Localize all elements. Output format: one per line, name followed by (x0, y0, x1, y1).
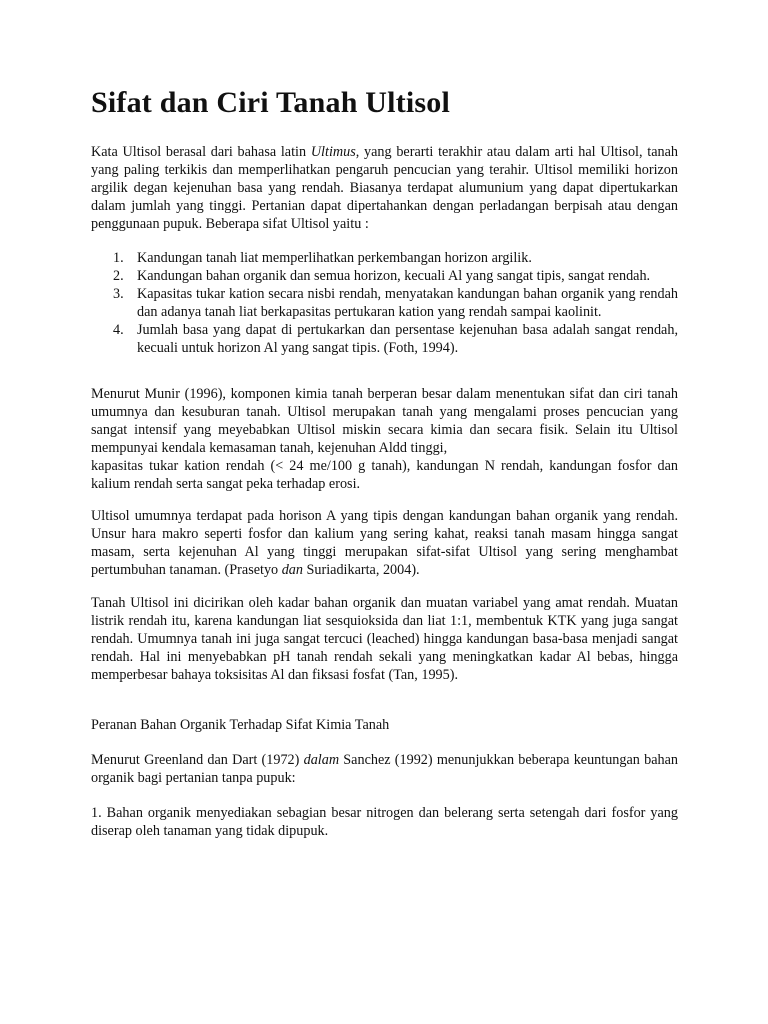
paragraph-text: Sanchez (1992) menunjukkan beberapa keuntungan bahan organik bagi pertanian tanpa pupuk: (91, 752, 678, 786)
paragraph-text: Menurut Greenland dan Dart (1972) (91, 752, 304, 768)
paragraph-text: Ultisol umumnya terdapat pada horison A yang tipis dengan kandungan bahan organik yang rendah. Unsur hara makro seperti fosfor dan kalium yang sering kahat, reaksi tanah masam hingga sangat masam, serta kejenuhan Al yang tinggi merupakan sifat-sifat Ultisol yang sering menghambat pertumbuhan tanaman. (Prasetyo (91, 508, 678, 578)
paragraph-text: Kata Ultisol berasal dari bahasa latin (91, 144, 311, 160)
paragraph-horison (91, 507, 678, 579)
paragraph-greenland (91, 751, 678, 787)
paragraph-point-1: 1. Bahan organik menyediakan sebagian besar nitrogen dan belerang serta setengah dari fosfor yang diserap oleh tanaman yang tidak dipupuk. (91, 805, 678, 839)
paragraph-ciri: Tanah Ultisol ini dicirikan oleh kadar bahan organik dan muatan variabel yang amat rendah. Muatan listrik rendah itu, karena kandungan liat sesquioksida dan liat 1:1, membentuk KTK yang juga sangat rendah. Umumnya tanah ini juga sangat tercuci (leached) hingga kandungan basa-basa menjadi sangat rendah. Hal ini menyebabkan pH tanah rendah sekali yang meningkatkan kadar Al bebas, hingga memperbesar bahaya toksisitas Al dan fiksasi fosfat (Tan, 1995). (91, 595, 678, 683)
italic-term: Ultimus (310, 144, 356, 160)
list-number: 1. (113, 250, 124, 266)
list-text: Kandungan tanah liat memperlihatkan perkembangan horizon argilik. (137, 250, 532, 266)
section-heading: Peranan Bahan Organik Terhadap Sifat Kimia Tanah (91, 717, 390, 733)
list-text: Kapasitas tukar kation secara nisbi rendah, menyatakan kandungan bahan organik yang rendah dan adanya tanah liat berkapasitas pertukaran kation yang rendah sampai kaolinit. (137, 286, 678, 320)
paragraph-munir (91, 385, 678, 493)
list-text: Jumlah basa yang dapat di pertukarkan dan persentase kejenuhan basa adalah sangat rendah, kecuali untuk horizon Al yang sangat tipis. (Foth, 1994). (137, 322, 678, 356)
list-item (113, 249, 678, 267)
list-number: 3. (113, 286, 124, 302)
list-number: 4. (113, 322, 124, 338)
paragraph-text: Menurut Munir (1996), komponen kimia tanah berperan besar dalam menentukan sifat dan ciri tanah umumnya dan kesuburan tanah. Ultisol merupakan tanah yang mengalami proses pencucian yang sangat intensif yang meyebabkan Ultisol miskin secara kimia dan secara fisik. Selain itu Ultisol mempunyai kendala kemasaman tanah, kejenuhan Aldd tinggi, (91, 386, 678, 456)
list-item (113, 285, 678, 321)
list-item (113, 321, 678, 357)
list-number: 2. (113, 268, 124, 284)
list-item (113, 267, 678, 285)
paragraph-intro (91, 143, 678, 233)
page-title: Sifat dan Ciri Tanah Ultisol (91, 86, 451, 119)
italic-term: dalam (303, 752, 340, 768)
italic-term: dan (281, 562, 303, 578)
numbered-list (113, 249, 678, 357)
paragraph-text: Suriadikarta, 2004). (302, 562, 420, 578)
list-text: Kandungan bahan organik dan semua horizon, kecuali Al yang sangat tipis, sangat rendah. (137, 268, 651, 284)
paragraph-text: , yang berarti terakhir atau dalam arti hal Ultisol, tanah yang paling terkikis dan memperlihatkan pengaruh pencucian yang terahir. Ultisol memiliki horizon argilik degan kejenuhan basa yang rendah. Biasanya terdapat alumunium yang dapat dipertukarkan dalam jumlah yang tinggi. Pertanian dapat dipertahankan dengan perladangan berpisah atau dengan penggunaan pupuk. Beberapa sifat Ultisol yaitu : (91, 144, 678, 232)
paragraph-text: kapasitas tukar kation rendah (< 24 me/100 g tanah), kandungan N rendah, kandungan fosfor dan kalium rendah serta sangat peka terhadap erosi. (91, 458, 678, 492)
